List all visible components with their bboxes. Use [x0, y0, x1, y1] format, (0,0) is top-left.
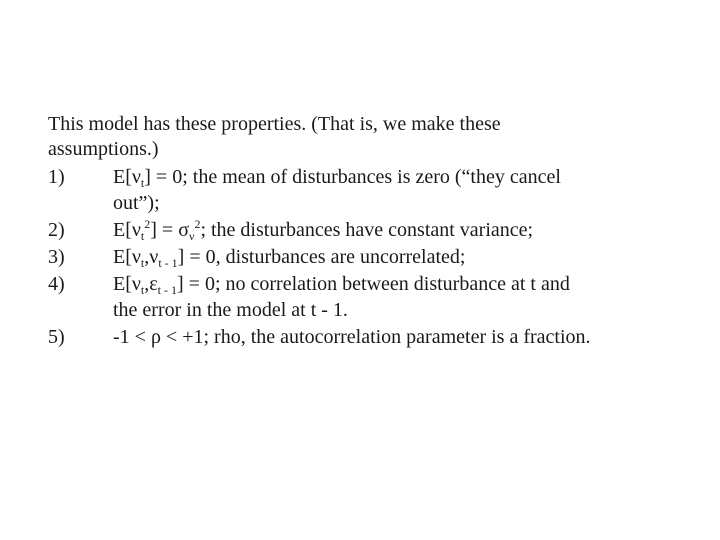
item-4-number: 4) — [48, 273, 65, 295]
item-1-number: 1) — [48, 166, 65, 188]
item-4-text: $E[\nu_t,\varepsilon_{t - 1}] = 0$; no correlation between disturbance at t and — [113, 273, 570, 297]
item-3-text: $E[\nu_t,\nu_{t - 1}] = 0$, disturbances are uncorrelated; — [113, 246, 466, 270]
item-5-number: 5) — [48, 326, 65, 348]
item-2-text: $E[\nu_t^2] = \sigma_\nu^2$; the disturbances have constant variance; — [113, 217, 534, 243]
intro-line-2: assumptions.) — [48, 138, 159, 160]
intro-line-1: This model has these properties. (That is, we make these — [48, 113, 501, 135]
item-2-number: 2) — [48, 219, 65, 241]
item-4-continuation: the error in the model at t - 1. — [113, 299, 348, 321]
item-1-continuation: out”); — [113, 192, 160, 214]
item-3-number: 3) — [48, 246, 65, 268]
item-1-text: $E[\nu_t] = 0$; the mean of disturbances is zero (“they cancel — [113, 166, 561, 190]
item-5-text: -1 < ρ < +1; rho, the autocorrelation parameter is a fraction. — [113, 326, 591, 348]
